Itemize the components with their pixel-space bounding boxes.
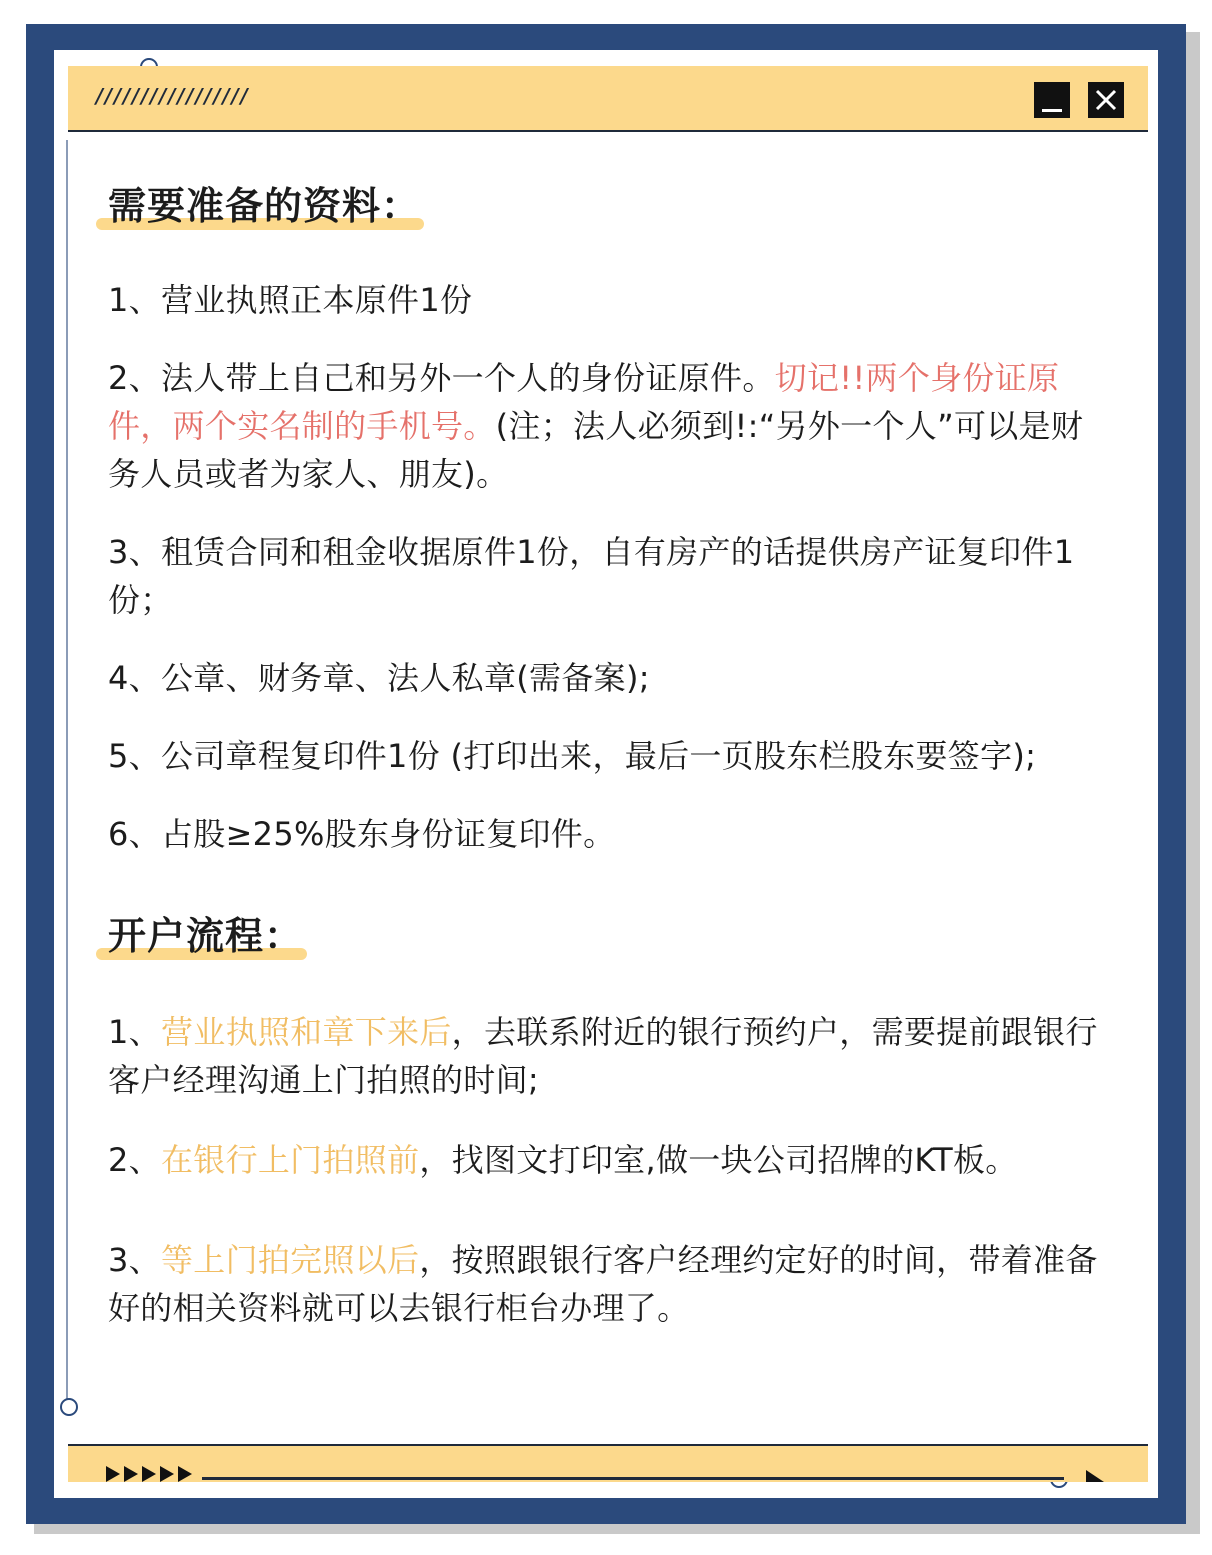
step-number: 1、 <box>108 1013 161 1051</box>
list-item: 3、租赁合同和租金收据原件1份，自有房产的话提供房产证复印件1份； <box>108 533 1075 619</box>
section-heading-process <box>108 908 303 964</box>
step-text: ，去联系附近的银行预约户，需要提前跟银行客户经理沟通上门拍照的时间; <box>108 1013 1098 1099</box>
item-highlight: 切记!!两个身份证原件，两个实名制的手机号。 <box>108 359 1060 445</box>
list-item: 1、营业执照正本原件1份 <box>108 281 473 319</box>
step-highlight: 等上门拍完照以后 <box>160 1241 420 1279</box>
arrows-icon <box>106 1466 198 1482</box>
heading-text: 需要准备的资料： <box>108 184 421 228</box>
step-number: 3、 <box>108 1241 161 1279</box>
process-step <box>108 1136 1108 1184</box>
step-highlight: 在银行上门拍照前 <box>160 1141 420 1179</box>
content <box>108 178 1108 1332</box>
margin-rule <box>66 140 68 1408</box>
bottom-rule <box>202 1477 1064 1480</box>
process-step <box>108 1008 1108 1104</box>
title-bar <box>68 66 1148 132</box>
step-text: ，按照跟银行客户经理约定好的时间，带着准备好的相关资料就可以去银行柜台办理了。 <box>108 1241 1098 1327</box>
item-text: (注；法人必须到!:“另外一个人”可以是财务人员或者为家人、朋友)。 <box>108 407 1084 493</box>
list-item <box>108 354 1108 498</box>
process-step <box>108 1236 1108 1332</box>
bottom-bar <box>68 1444 1148 1482</box>
list-item: 6、占股≥25%股东身份证复印件。 <box>108 815 616 853</box>
minimize-button[interactable] <box>1034 82 1070 118</box>
heading-text: 开户流程： <box>108 914 304 958</box>
punch-hole <box>60 1398 78 1416</box>
section-heading-materials <box>108 178 420 234</box>
list-item: 5、公司章程复印件1份 (打印出来，最后一页股东栏股东要签字); <box>108 737 1037 775</box>
step-text: ，找图文打印室,做一块公司招牌的KT板。 <box>419 1141 1018 1179</box>
title-stripes: ///////////////// <box>94 84 248 108</box>
step-highlight: 营业执照和章下来后 <box>160 1013 452 1051</box>
list-item: 4、公章、财务章、法人私章(需备案); <box>108 659 650 697</box>
arrow-right-icon <box>1086 1470 1104 1482</box>
close-icon <box>1088 82 1124 118</box>
step-number: 2、 <box>108 1141 161 1179</box>
close-button[interactable] <box>1088 82 1124 118</box>
item-text: 2、法人带上自己和另外一个人的身份证原件。 <box>108 359 775 397</box>
